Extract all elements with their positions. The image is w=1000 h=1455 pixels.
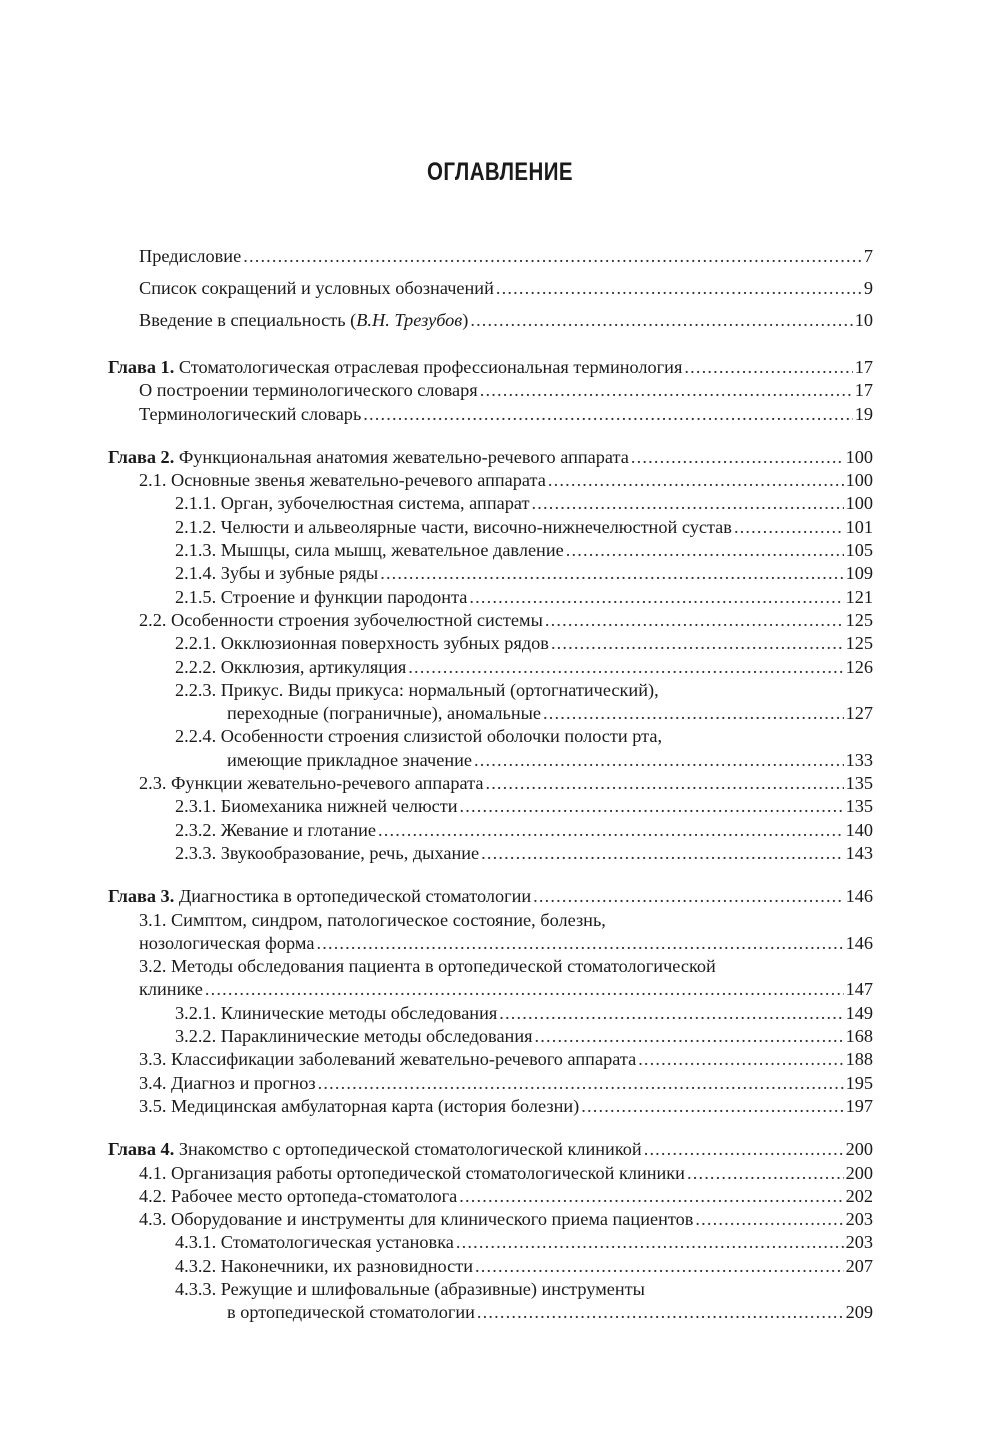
toc-entry-page: 127 <box>845 703 873 724</box>
toc-entry-page: 101 <box>845 516 873 537</box>
toc-entry-title: 3.4. Диагноз и прогноз <box>139 1072 316 1093</box>
dot-leader <box>631 446 844 469</box>
toc-entry-page: 100 <box>845 470 873 491</box>
toc-entry-title: Клинические методы обследования <box>216 1002 498 1023</box>
toc-entry-page: 203 <box>845 1232 873 1253</box>
toc-entry-text <box>175 1278 873 1301</box>
toc-entry-title: 3.5. Медицинская амбулаторная карта (история болезни) <box>139 1095 580 1116</box>
toc-entry-title: 3.3. Классификации заболеваний жевательно-речевого аппарата <box>139 1049 637 1070</box>
toc-entry-page: 17 <box>854 357 873 377</box>
table-of-contents <box>108 240 873 1343</box>
toc-entry-text <box>139 379 478 402</box>
toc-entry-title: Наконечники, их разновидности <box>216 1255 474 1276</box>
chapter-title: Диагностика в ортопедической стоматологии <box>174 886 532 907</box>
toc-entry-text <box>175 1002 497 1025</box>
toc-entry-number: 2.2.3. <box>175 679 217 700</box>
toc-entry-page: 100 <box>845 446 873 467</box>
dot-leader <box>378 819 844 842</box>
toc-entry-text <box>175 795 458 818</box>
dot-leader <box>380 562 843 585</box>
toc-entry[interactable] <box>139 379 873 402</box>
toc-entry-number: 4.3.1. <box>175 1232 217 1253</box>
toc-entry-title: 2.1. Основные звенья жевательно-речевого аппарата <box>139 470 546 491</box>
toc-entry-text <box>108 885 531 908</box>
dot-leader <box>581 1095 843 1118</box>
dot-leader <box>205 978 844 1001</box>
toc-entry-text <box>139 955 873 978</box>
toc-entry-title: 3.1. Симптом, синдром, патологическое состояние, болезнь, <box>139 909 606 930</box>
toc-entry-page: 202 <box>845 1185 873 1206</box>
toc-entry-page: 149 <box>845 1002 873 1023</box>
toc-entry[interactable] <box>175 656 873 679</box>
toc-entry-page: 135 <box>845 773 873 794</box>
toc-entry[interactable] <box>175 516 873 539</box>
dot-leader <box>532 492 844 515</box>
toc-chapter-heading[interactable] <box>108 446 873 469</box>
dot-leader <box>475 1255 844 1278</box>
dot-leader <box>474 749 844 772</box>
toc-entry-title: 4.1. Организация работы ортопедической стоматологической клиники <box>139 1162 685 1183</box>
toc-entry-continuation: имеющие прикладное значение <box>227 749 473 770</box>
dot-leader <box>408 656 843 679</box>
toc-entry[interactable] <box>139 955 873 1002</box>
toc-entry-text: Список сокращений и условных обозначений <box>139 278 494 298</box>
toc-entry[interactable] <box>175 795 873 818</box>
toc-entry-page: 203 <box>845 1209 873 1230</box>
chapter-title: Знакомство с ортопедической стоматологической клиникой <box>174 1139 642 1160</box>
toc-entry-title: Строение и функции пародонта <box>216 586 468 607</box>
toc-entry-number: 2.1.2. <box>175 516 217 537</box>
toc-entry-title: Зубы и зубные ряды <box>216 563 379 584</box>
toc-entry[interactable] <box>175 1231 873 1254</box>
toc-entry[interactable] <box>139 609 873 632</box>
toc-entry-text <box>139 403 361 426</box>
toc-entry-number: 2.3.1. <box>175 796 217 817</box>
toc-chapter-section <box>108 356 873 426</box>
dot-leader <box>543 702 844 725</box>
toc-entry-title: Жевание и глотание <box>216 819 376 840</box>
dot-leader <box>469 586 843 609</box>
toc-entry-page: 125 <box>845 609 873 630</box>
toc-entry[interactable] <box>139 272 873 304</box>
toc-entry[interactable] <box>139 1072 873 1095</box>
dot-leader <box>485 772 843 795</box>
toc-entry-continuation: клинике <box>139 979 203 1000</box>
toc-entry-page: 147 <box>845 979 873 1000</box>
toc-chapter-heading[interactable] <box>108 1138 873 1161</box>
toc-entry-page: 9 <box>863 278 873 298</box>
toc-entry[interactable] <box>139 1162 873 1185</box>
toc-entry[interactable] <box>175 679 873 726</box>
toc-entry-text: Предисловие <box>139 246 242 266</box>
dot-leader <box>535 1025 844 1048</box>
toc-entry-text <box>175 819 376 842</box>
toc-entry-title: Мышцы, сила мышц, жевательное давление <box>216 540 564 561</box>
toc-chapter-heading[interactable] <box>108 356 873 379</box>
toc-entry-title: Окклюзионная поверхность зубных рядов <box>216 633 549 654</box>
toc-entry[interactable] <box>175 632 873 655</box>
dot-leader <box>499 1002 843 1025</box>
dot-leader <box>363 403 852 426</box>
toc-entry[interactable] <box>175 586 873 609</box>
toc-entry-title: Особенности строения слизистой оболочки полости рта, <box>216 726 663 747</box>
chapter-title: Функциональная анатомия жевательно-речевого аппарата <box>174 446 629 467</box>
chapter-title: Стоматологическая отраслевая профессиональная терминология <box>174 357 683 377</box>
toc-entry-text <box>139 1162 685 1185</box>
toc-entry[interactable] <box>139 1185 873 1208</box>
dot-leader <box>460 795 844 818</box>
toc-entry-page: 140 <box>845 819 873 840</box>
toc-chapter-section <box>108 1138 873 1324</box>
toc-entry-number: 2.3.3. <box>175 842 217 863</box>
toc-entry-text <box>139 1048 636 1071</box>
toc-entry[interactable] <box>139 403 873 426</box>
dot-leader <box>318 1072 844 1095</box>
toc-entry-title: Звукообразование, речь, дыхание <box>216 842 480 863</box>
dot-leader <box>481 842 843 865</box>
dot-leader <box>638 1048 843 1071</box>
chapter-label: Глава 3. <box>108 886 175 907</box>
toc-entry-number: 2.1.3. <box>175 540 217 561</box>
toc-entry-number: 2.2.1. <box>175 633 217 654</box>
dot-leader <box>480 379 853 402</box>
toc-entry-number: 2.3.2. <box>175 819 217 840</box>
toc-entry-text <box>175 1255 473 1278</box>
chapter-label: Глава 1. <box>108 357 175 377</box>
toc-entry-title: 2.2. Особенности строения зубочелюстной системы <box>139 609 543 630</box>
toc-entry-page: 168 <box>845 1026 873 1047</box>
dot-leader <box>496 272 862 304</box>
toc-entry-text: Введение в специальность (В.Н. Трезубов) <box>139 310 469 330</box>
toc-entry[interactable] <box>139 304 873 336</box>
toc-entry-page: 7 <box>863 246 873 266</box>
toc-entry[interactable] <box>175 819 873 842</box>
toc-entry-page: 17 <box>854 380 873 401</box>
toc-entry-title: 2.3. Функции жевательно-речевого аппарата <box>139 773 484 794</box>
toc-entry-continuation: нозологическая форма <box>139 932 315 953</box>
toc-entry[interactable] <box>175 1002 873 1025</box>
toc-entry-page: 143 <box>845 842 873 863</box>
toc-entry-page: 10 <box>854 310 873 330</box>
toc-entry-page: 197 <box>845 1095 873 1116</box>
toc-entry-number: 2.1.5. <box>175 586 217 607</box>
toc-entry[interactable] <box>175 1278 873 1325</box>
toc-entry-text <box>175 725 873 748</box>
toc-entry-title: Стоматологическая установка <box>216 1232 454 1253</box>
toc-entry[interactable] <box>139 1048 873 1071</box>
toc-entry-continuation: в ортопедической стоматологии <box>227 1302 475 1323</box>
toc-entry-number: 4.3.3. <box>175 1278 217 1299</box>
toc-entry-page: 19 <box>854 403 873 424</box>
toc-entry-number: 3.2.1. <box>175 1002 217 1023</box>
toc-entry[interactable] <box>175 1255 873 1278</box>
dot-leader <box>684 356 852 379</box>
author-name: В.Н. Трезубов <box>356 310 463 330</box>
dot-leader <box>545 609 844 632</box>
toc-entry-page: 207 <box>845 1255 873 1276</box>
toc-entry-number: 2.2.4. <box>175 726 217 747</box>
toc-entry-title: Терминологический словарь <box>139 403 362 424</box>
toc-entry-title: Параклинические методы обследования <box>216 1026 533 1047</box>
toc-entry-page: 200 <box>845 1162 873 1183</box>
toc-entry-text <box>139 1185 457 1208</box>
toc-entry-title: 4.3. Оборудование и инструменты для клинического приема пациентов <box>139 1209 694 1230</box>
toc-entry[interactable] <box>175 539 873 562</box>
chapter-label: Глава 2. <box>108 446 175 467</box>
dot-leader <box>459 1185 843 1208</box>
dot-leader <box>687 1162 844 1185</box>
toc-entry-text <box>108 356 682 379</box>
dot-leader <box>551 632 844 655</box>
toc-entry-title: 4.2. Рабочее место ортопеда-стоматолога <box>139 1185 458 1206</box>
dot-leader <box>456 1231 844 1254</box>
toc-entry-text <box>175 539 564 562</box>
dot-leader <box>470 304 852 336</box>
toc-entry-text <box>108 446 629 469</box>
toc-entry-text <box>139 909 873 932</box>
toc-chapter-section <box>108 446 873 865</box>
toc-entry-title: О построении терминологического словаря <box>139 380 478 401</box>
toc-entry[interactable] <box>139 772 873 795</box>
toc-entry-page: 133 <box>845 749 873 770</box>
toc-entry-page: 195 <box>845 1072 873 1093</box>
page-title: ОГЛАВЛЕНИЕ <box>427 158 573 186</box>
chapter-label: Глава 4. <box>108 1139 175 1160</box>
toc-entry-text <box>175 1231 454 1254</box>
toc-entry-text <box>175 632 549 655</box>
toc-entry-page: 188 <box>845 1049 873 1070</box>
dot-leader <box>243 240 862 272</box>
dot-leader <box>477 1301 844 1324</box>
toc-entry-text <box>175 679 873 702</box>
toc-entry-page: 146 <box>845 886 873 907</box>
toc-entry-title: Биомеханика нижней челюсти <box>216 796 458 817</box>
toc-entry-text <box>139 772 483 795</box>
dot-leader <box>734 516 844 539</box>
toc-entry-title: Прикус. Виды прикуса: нормальный (ортогнатический), <box>216 679 659 700</box>
dot-leader <box>548 469 844 492</box>
toc-chapter-heading[interactable] <box>108 885 873 908</box>
toc-entry-title: Орган, зубочелюстная система, аппарат <box>216 493 530 514</box>
toc-entry[interactable] <box>175 492 873 515</box>
toc-entry[interactable] <box>175 562 873 585</box>
toc-entry-title: Челюсти и альвеолярные части, височно-нижнечелюстной сустав <box>216 516 732 537</box>
toc-entry-text <box>139 469 546 492</box>
toc-entry-title: Режущие и шлифовальные (абразивные) инструменты <box>216 1278 645 1299</box>
toc-entry-continuation: переходные (пограничные), аномальные <box>227 703 542 724</box>
toc-entry-text <box>175 586 467 609</box>
toc-entry-text <box>175 516 732 539</box>
toc-entry-number: 2.1.4. <box>175 563 217 584</box>
toc-entry[interactable] <box>139 1208 873 1231</box>
toc-entry[interactable] <box>139 1095 873 1118</box>
toc-entry-text <box>175 842 479 865</box>
toc-entry-text <box>139 609 543 632</box>
toc-entry-page: 126 <box>845 656 873 677</box>
dot-leader <box>644 1138 844 1161</box>
toc-intro-section <box>108 240 873 336</box>
toc-entry-text <box>175 562 378 585</box>
toc-entry-page: 100 <box>845 493 873 514</box>
toc-entry-title: Окклюзия, артикуляция <box>216 656 407 677</box>
toc-entry[interactable] <box>139 240 873 272</box>
toc-entry-text <box>175 1025 533 1048</box>
toc-entry-text <box>139 1208 693 1231</box>
toc-entry-number: 2.2.2. <box>175 656 217 677</box>
toc-entry[interactable] <box>175 1025 873 1048</box>
toc-entry-number: 2.1.1. <box>175 493 217 514</box>
toc-entry[interactable] <box>175 842 873 865</box>
toc-entry-page: 105 <box>845 540 873 561</box>
toc-entry-text <box>175 656 406 679</box>
toc-entry-text <box>139 1072 316 1095</box>
toc-entry[interactable] <box>175 725 873 772</box>
toc-entry-text <box>108 1138 642 1161</box>
toc-entry-number: 4.3.2. <box>175 1255 217 1276</box>
toc-entry-number: 3.2.2. <box>175 1026 217 1047</box>
toc-entry-page: 146 <box>845 932 873 953</box>
toc-entry-page: 109 <box>845 563 873 584</box>
toc-chapter-section <box>108 885 873 1118</box>
toc-entry[interactable] <box>139 469 873 492</box>
toc-entry-text <box>139 1095 579 1118</box>
dot-leader <box>316 932 843 955</box>
dot-leader <box>566 539 844 562</box>
toc-entry-page: 209 <box>845 1302 873 1323</box>
toc-entry-page: 135 <box>845 796 873 817</box>
toc-entry-page: 200 <box>845 1139 873 1160</box>
toc-entry-text <box>175 492 530 515</box>
toc-entry-page: 125 <box>845 633 873 654</box>
dot-leader <box>695 1208 843 1231</box>
dot-leader <box>533 885 843 908</box>
toc-entry-title: 3.2. Методы обследования пациента в ортопедической стоматологической <box>139 956 716 977</box>
toc-entry[interactable] <box>139 909 873 956</box>
toc-entry-page: 121 <box>845 586 873 607</box>
